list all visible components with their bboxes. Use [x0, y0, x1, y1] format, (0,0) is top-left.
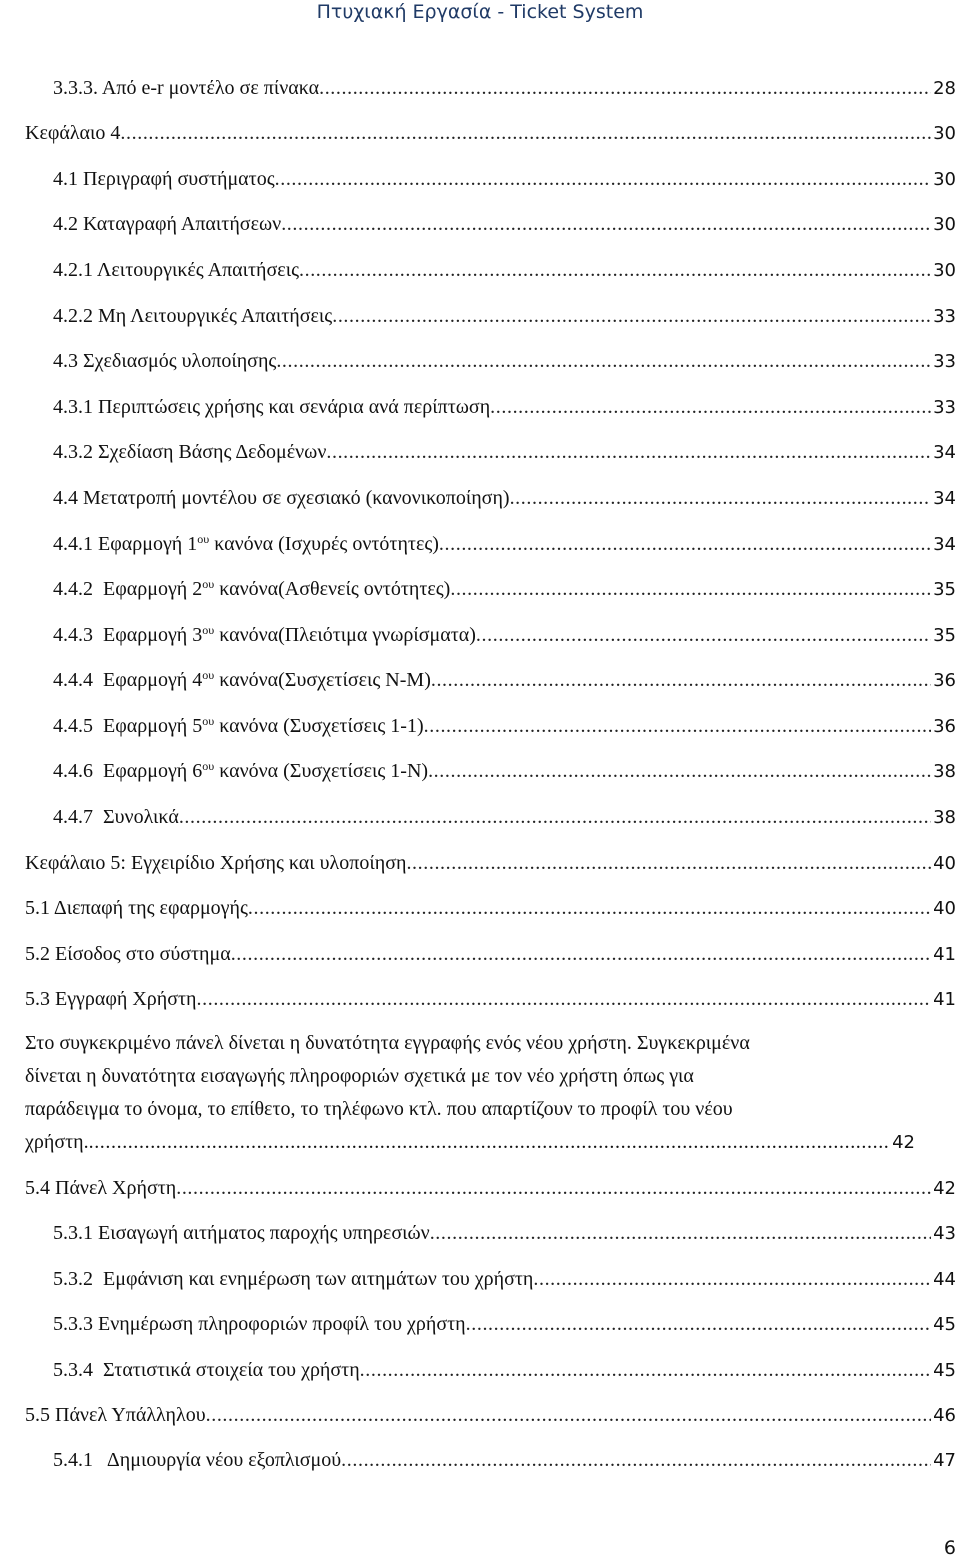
toc-entry-4-2[interactable]: 4.2 Καταγραφή Απαιτήσεων . . . 30 — [53, 210, 956, 238]
toc-entry-4-1[interactable]: 4.1 Περιγραφή συστήματος . . . 30 — [53, 165, 956, 193]
toc-entry-5-3-1[interactable]: 5.3.1 Εισαγωγή αιτήματος παροχής υπηρεσιών . . . 43 — [53, 1219, 956, 1247]
toc-entry-4-4-2[interactable]: 4.4.2 Εφαρμογή $2^{o\upsilon}$ κανόνα(Ασθενείς οντότητες) . . . 35 — [53, 575, 956, 603]
toc-entry-5-4[interactable]: 5.4 Πάνελ Χρήστη . . . 42 — [25, 1174, 956, 1202]
toc-entry-chapter-5[interactable]: Κεφάλαιο 5: Εγχειρίδιο Χρήσης και υλοποίηση . . . 40 — [25, 849, 956, 877]
toc-entry-5-3-4[interactable]: 5.3.4 Στατιστικά στοιχεία του χρήστη . . . 45 — [53, 1356, 956, 1384]
toc-entry-4-4-1[interactable]: 4.4.1 Εφαρμογή $1^{o\upsilon}$ κανόνα (Ισχυρές οντότητες) . . . 34 — [53, 530, 956, 558]
toc-entry-4-4-6[interactable]: 4.4.6 Εφαρμογή $6^{o\upsilon}$ κανόνα (Συσχετίσεις 1-Ν) . . . 38 — [53, 757, 956, 785]
toc-entry-5-1[interactable]: 5.1 Διεπαφή της εφαρμογής . . . 40 — [25, 894, 956, 922]
paragraph-last-line: χρήστη. . . . 42 — [25, 1126, 915, 1159]
toc-entry-4-2-2[interactable]: 4.2.2 Μη Λειτουργικές Απαιτήσεις . . . 33 — [53, 302, 956, 330]
paragraph-line: δίνεται η δυνατότητα εισαγωγής πληροφοριών σχετικά με τον νέο χρήστη όπως για — [25, 1065, 694, 1087]
toc-entry-chapter-4[interactable]: Κεφάλαιο 4 . . . 30 — [25, 119, 956, 147]
toc-entry-4-4-7[interactable]: 4.4.7 Συνολικά . . . 38 — [53, 803, 956, 831]
toc-entry-5-4-1[interactable]: 5.4.1 Δημιουργία νέου εξοπλισμού . . . 47 — [53, 1446, 956, 1474]
toc-entry-4-3-1[interactable]: 4.3.1 Περιπτώσεις χρήσης και σενάρια ανά περίπτωση . . . 33 — [53, 393, 956, 421]
toc-entry-4-3[interactable]: 4.3 Σχεδιασμός υλοποίησης . . . 33 — [53, 347, 956, 375]
toc-entry-5-3-3[interactable]: 5.3.3 Ενημέρωση πληροφοριών προφίλ του χρήστη . . . 45 — [53, 1310, 956, 1338]
toc-entry-3-3-3[interactable]: 3.3.3. Από e-r μοντέλο σε πίνακα . . . 28 — [53, 74, 956, 102]
running-header: Πτυχιακή Εργασία - Ticket System — [316, 1, 644, 23]
toc-entry-4-2-1[interactable]: 4.2.1 Λειτουργικές Απαιτήσεις . . . 30 — [53, 256, 956, 284]
toc-entry-4-4-4[interactable]: 4.4.4 Εφαρμογή $4^{o\upsilon}$ κανόνα(Συσχετίσεις Ν-Μ) . . . 36 — [53, 666, 956, 694]
paragraph-line: παράδειγμα το όνομα, το επίθετο, το τηλέφωνο κτλ. που απαρτίζουν το προφίλ του νέου — [25, 1098, 733, 1120]
toc-entry-4-4[interactable]: 4.4 Μετατροπή μοντέλου σε σχεσιακό (κανονικοποίηση) . . . 34 — [53, 484, 956, 512]
toc-entry-5-3[interactable]: 5.3 Εγγραφή Χρήστη . . . 41 — [25, 985, 956, 1013]
toc-entry-4-4-3[interactable]: 4.4.3 Εφαρμογή $3^{o\upsilon}$ κανόνα(Πλειότιμα γνωρίσματα) . . . 35 — [53, 621, 956, 649]
paragraph-line: Στο συγκεκριμένο πάνελ δίνεται η δυνατότητα εγγραφής ενός νέου χρήστη. Συγκεκριμένα — [25, 1032, 750, 1054]
toc-entry-4-4-5[interactable]: 4.4.5 Εφαρμογή $5^{o\upsilon}$ κανόνα (Συσχετίσεις 1-1) . . . 36 — [53, 712, 956, 740]
page-number: 6 — [943, 1537, 956, 1559]
toc-entry-5-5[interactable]: 5.5 Πάνελ Υπάλληλου . . . 46 — [25, 1401, 956, 1429]
toc-entry-paragraph[interactable] — [25, 1027, 915, 1159]
toc-entry-5-3-2[interactable]: 5.3.2 Εμφάνιση και ενημέρωση των αιτημάτων του χρήστη . . . 44 — [53, 1265, 956, 1293]
toc-entry-4-3-2[interactable]: 4.3.2 Σχεδίαση Βάσης Δεδομένων . . . 34 — [53, 438, 956, 466]
toc-entry-5-2[interactable]: 5.2 Είσοδος στο σύστημα . . . 41 — [25, 940, 956, 968]
